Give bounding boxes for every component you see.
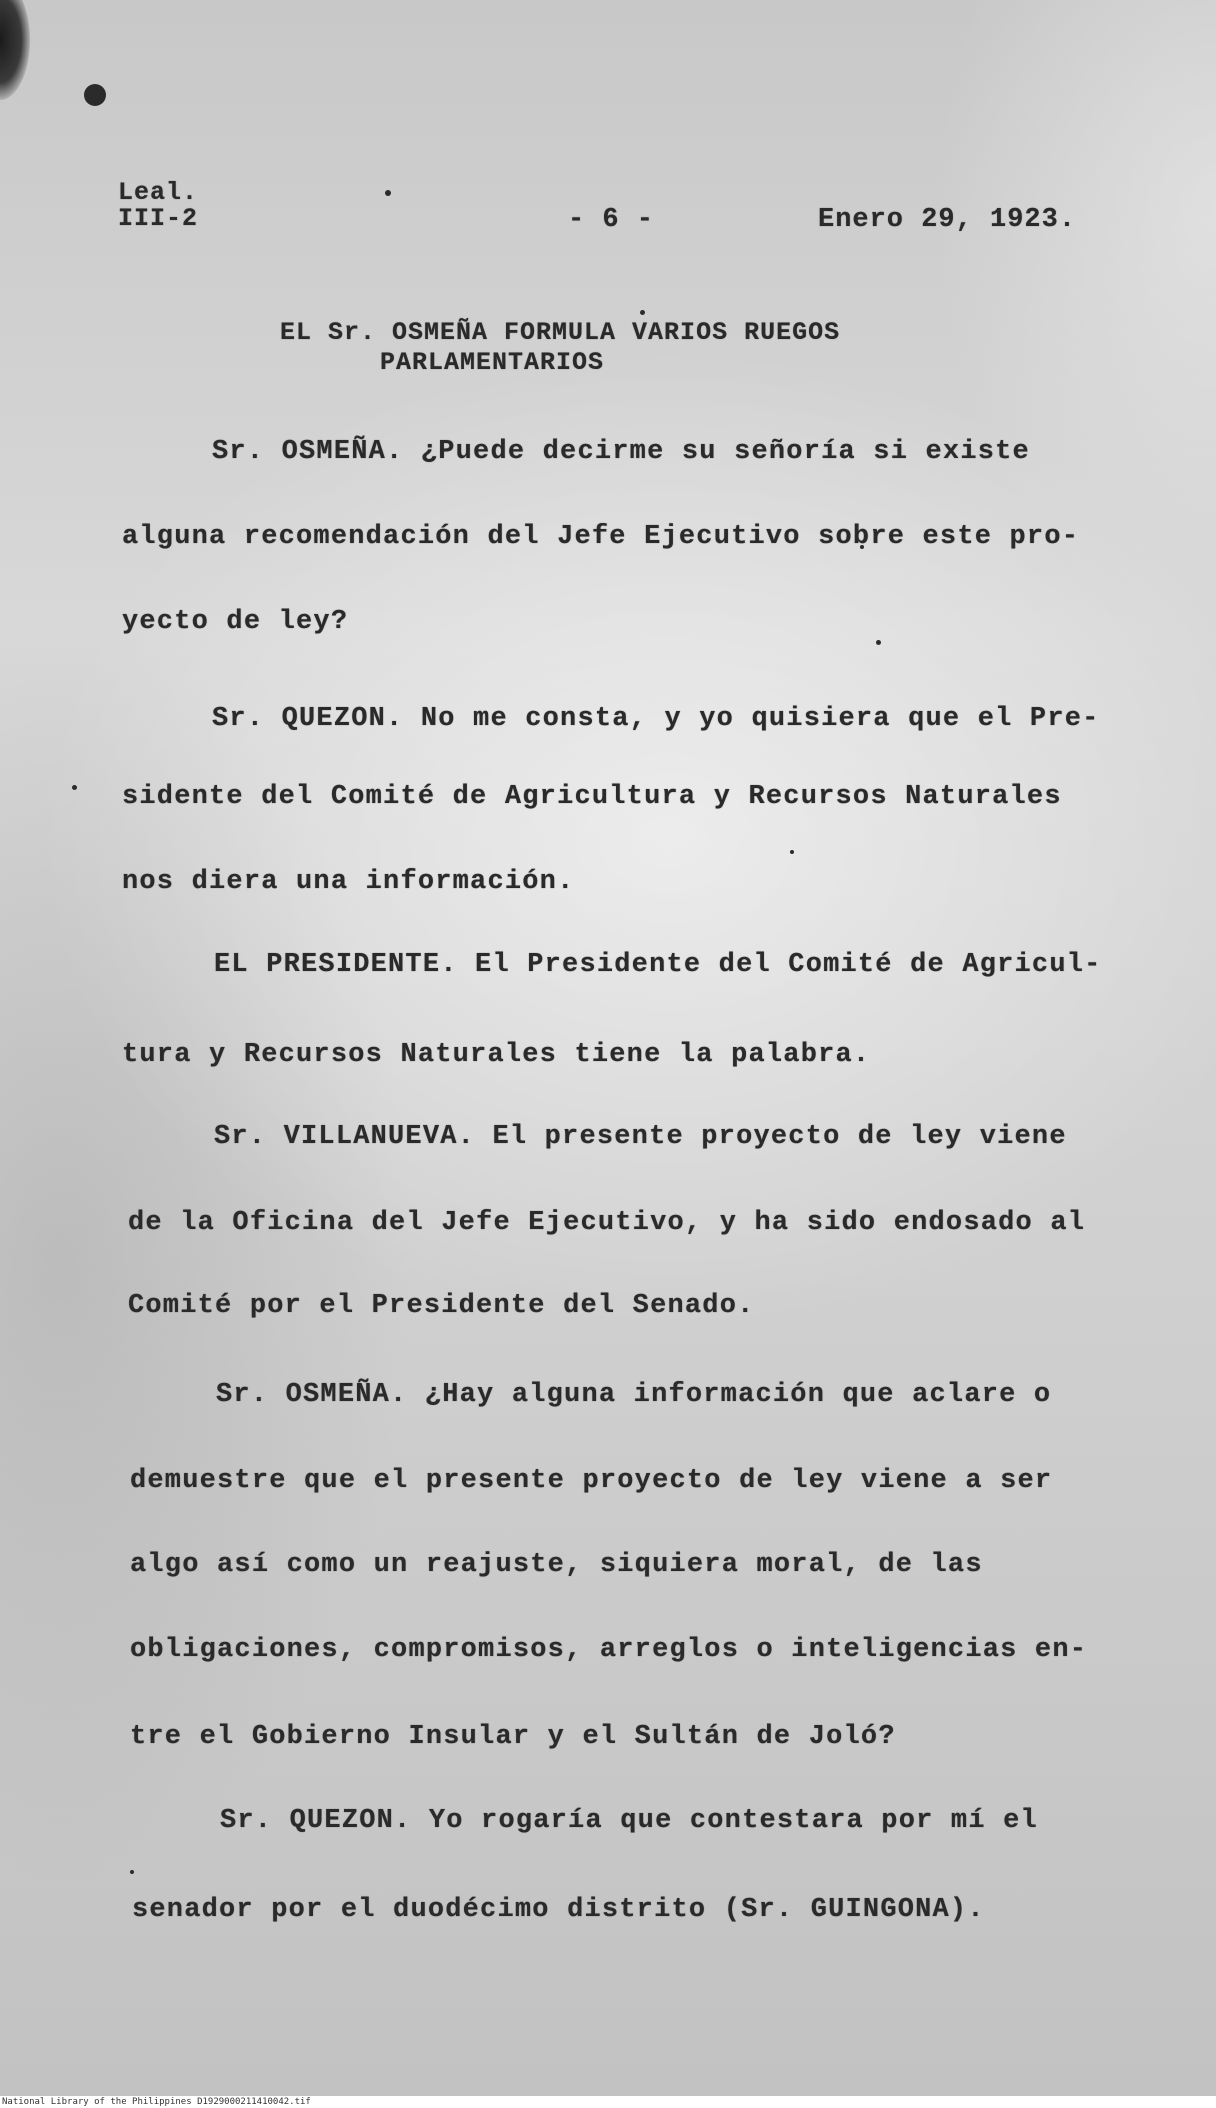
text-line: de la Oficina del Jefe Ejecutivo, y ha sido endosado al (128, 1208, 1086, 1238)
document-date: Enero 29, 1923. (818, 205, 1077, 235)
text-line: alguna recomendación del Jefe Ejecutivo sobre este pro- (122, 522, 1080, 552)
text-line: algo así como un reajuste, siquiera moral, de las (130, 1550, 983, 1580)
text-line: nos diera una información. (122, 867, 575, 897)
ink-spot (84, 84, 106, 106)
document-reference-line1: Leal. (118, 178, 199, 207)
text-line: tre el Gobierno Insular y el Sultán de Joló? (130, 1722, 896, 1752)
text-line: Sr. QUEZON. Yo rogaría que contestara por mí el (220, 1806, 1038, 1836)
binding-shadow (0, 0, 30, 100)
text-line: EL PRESIDENTE. El Presidente del Comité de Agricul- (214, 950, 1102, 980)
text-line: Sr. QUEZON. No me consta, y yo quisiera que el Pre- (212, 704, 1100, 734)
text-line: demuestre que el presente proyecto de ley viene a ser (130, 1466, 1053, 1496)
document-reference-line2: III-2 (118, 204, 199, 233)
scan-footer: National Library of the Philippines D1929000211410042.tif (0, 2096, 1216, 2108)
page-number: - 6 - (568, 205, 655, 235)
ink-spot (790, 850, 794, 854)
section-heading-line1: EL Sr. OSMEÑA FORMULA VARIOS RUEGOS (280, 318, 841, 347)
text-line: Sr. VILLANUEVA. El presente proyecto de ley viene (214, 1122, 1067, 1152)
text-line: senador por el duodécimo distrito (Sr. GUINGONA). (132, 1895, 985, 1925)
text-line: tura y Recursos Naturales tiene la palabra. (122, 1040, 871, 1070)
section-heading (280, 318, 840, 378)
text-line: sidente del Comité de Agricultura y Recursos Naturales (122, 782, 1062, 812)
ink-spot (385, 190, 391, 196)
text-line: obligaciones, compromisos, arreglos o inteligencias en- (130, 1635, 1088, 1665)
ink-spot (130, 1870, 134, 1874)
text-line: Sr. OSMEÑA. ¿Puede decirme su señoría si existe (212, 437, 1030, 467)
text-line: Comité por el Presidente del Senado. (128, 1291, 755, 1321)
ink-spot (72, 785, 77, 790)
document-reference (118, 180, 198, 232)
text-line: yecto de ley? (122, 607, 349, 637)
ink-spot (640, 310, 645, 315)
ink-spot (876, 640, 881, 645)
section-heading-line2: PARLAMENTARIOS (380, 348, 605, 377)
text-line: Sr. OSMEÑA. ¿Hay alguna información que aclare o (216, 1380, 1052, 1410)
